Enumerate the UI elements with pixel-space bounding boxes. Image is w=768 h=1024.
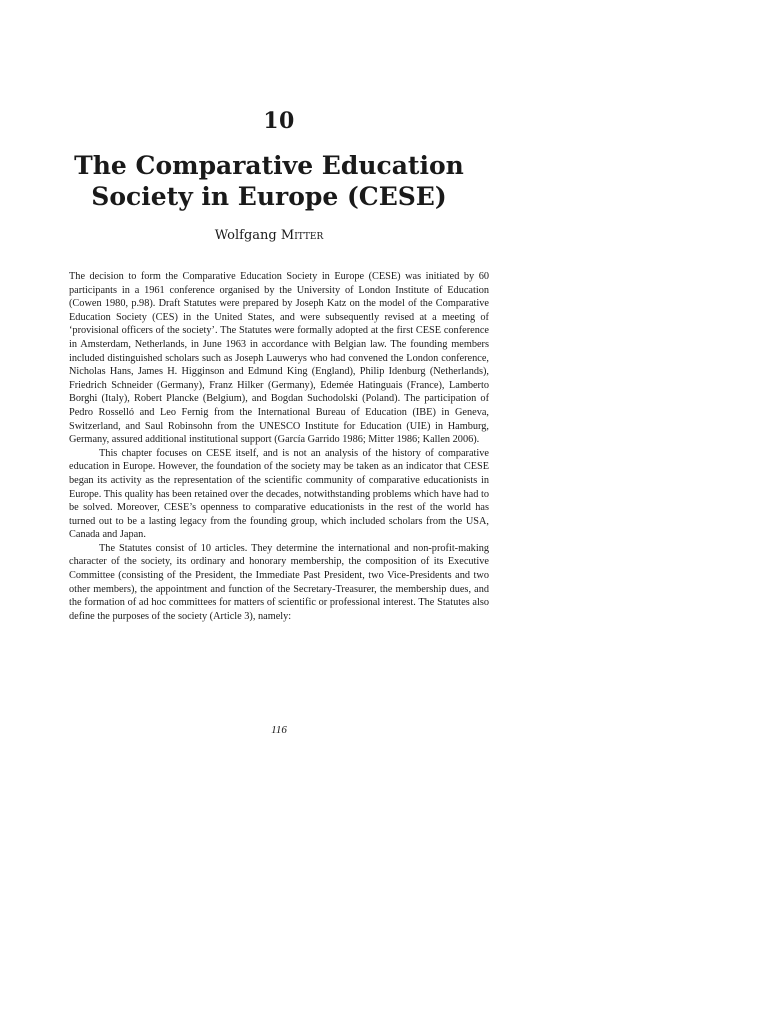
author-name (69, 228, 469, 243)
paragraph: This chapter focuses on CESE itself, and is not an analysis of the history of comparative education in Europe. However, the foundation of the society may be taken as an indicator that CESE began its activity as the representation of the scientific community of comparative educationists in Europe. This quality has been retained over the decades, notwithstanding problems which have had to be solved. Moreover, CESE’s openness to comparative educationists in the rest of the world has turned out to be a lasting legacy from the founding group, which included scholars from the USA, Canada and Japan. (69, 447, 489, 541)
author-first-name: Wolfgang (214, 228, 277, 243)
chapter-title (69, 150, 469, 212)
paragraph: The Statutes consist of 10 articles. They determine the international and non-profit-making character of the society, its ordinary and honorary membership, the composition of its Executive Committee (consisting of the President, the Immediate Past President, two Vice-Presidents and two other members), the appointment and function of the Secretary-Treasurer, the membership dues, and the formation of ad hoc committees for matters of scientific or professional interest. The Statutes also define the purposes of the society (Article 3), namely: (69, 542, 489, 622)
body-text (69, 270, 489, 623)
chapter-number: 10 (263, 108, 295, 134)
author-last-name: Mitter (280, 228, 324, 243)
paragraph: The decision to form the Comparative Education Society in Europe (CESE) was initiated by 60 participants in a 1961 conference organised by the University of London Institute of Education (Cowen 1980, p.98). Draft Statutes were prepared by Joseph Katz on the model of the Comparative Education Society (CES) in the United States, and were subsequently revised at a meeting of ‘provisional officers of the society’. The Statutes were formally adopted at the first CESE conference in Amsterdam, Netherlands, in June 1963 in accordance with Belgian law. The founding members included distinguished scholars such as Joseph Lauwerys who had convened the London conference, Nicholas Hans, James H. Higginson and Edmund King (England), Philip Idenburg (Netherlands), Friedrich Schneider (Germany), Franz Hilker (Germany), Edemée Hatinguais (France), Lamberto Borghi (Italy), Robert Plancke (Belgium), and Bogdan Suchodolski (Poland). The participation of Pedro Rosselló and Leo Fernig from the International Bureau of Education (IBE) in Geneva, Switzerland, and Saul Robinsohn from the UNESCO Institute for Education (UIE) in Hamburg, Germany, assured additional institutional support (García Garrido 1986; Mitter 1986; Kallen 2006). (69, 271, 489, 446)
chapter-title-line-1: The Comparative Education (74, 151, 464, 180)
chapter-title-line-2: Society in Europe (CESE) (91, 182, 447, 211)
page-number: 116 (271, 724, 287, 736)
